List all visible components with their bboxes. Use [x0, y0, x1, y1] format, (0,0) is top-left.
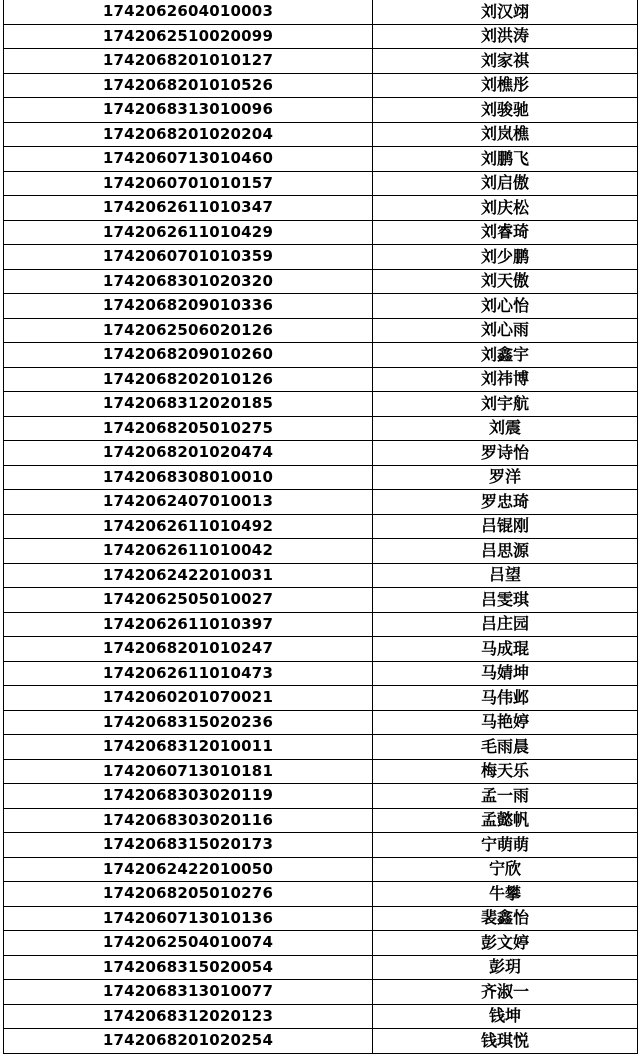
- id-cell: 1742068303020116: [4, 808, 373, 833]
- id-cell: 1742060713010136: [4, 906, 373, 931]
- table-row: [4, 294, 638, 319]
- name-cell: 吕望: [373, 563, 638, 588]
- table-row: [4, 882, 638, 907]
- name-cell: 刘岚樵: [373, 122, 638, 147]
- name-cell: 刘庆松: [373, 196, 638, 221]
- name-cell: 刘启傲: [373, 171, 638, 196]
- id-cell: 1742060701010359: [4, 245, 373, 270]
- name-cell: 彭玥: [373, 955, 638, 980]
- id-cell: 1742068201020254: [4, 1029, 373, 1054]
- table-row: [4, 343, 638, 368]
- name-cell: 吕雯琪: [373, 588, 638, 613]
- id-cell: 1742062611010347: [4, 196, 373, 221]
- id-cell: 1742068308010010: [4, 465, 373, 490]
- id-cell: 1742062505010027: [4, 588, 373, 613]
- table-row: [4, 710, 638, 735]
- name-cell: 刘睿琦: [373, 220, 638, 245]
- table-row: [4, 759, 638, 784]
- id-cell: 1742068315020054: [4, 955, 373, 980]
- id-cell: 1742060713010181: [4, 759, 373, 784]
- name-cell: 马伟邺: [373, 686, 638, 711]
- name-cell: 刘震: [373, 416, 638, 441]
- id-cell: 1742068312020123: [4, 1004, 373, 1029]
- name-cell: 马成琨: [373, 637, 638, 662]
- name-cell: 马婧坤: [373, 661, 638, 686]
- name-cell: 彭文婷: [373, 931, 638, 956]
- name-cell: 刘鑫宇: [373, 343, 638, 368]
- table-row: [4, 465, 638, 490]
- name-cell: 钱琪悦: [373, 1029, 638, 1054]
- name-cell: 刘樵彤: [373, 73, 638, 98]
- roster-table-body: [4, 0, 638, 1053]
- table-row: [4, 171, 638, 196]
- table-row: [4, 833, 638, 858]
- id-cell: 1742062506020126: [4, 318, 373, 343]
- table-row: [4, 490, 638, 515]
- id-cell: 1742068201020204: [4, 122, 373, 147]
- id-cell: 1742068315020236: [4, 710, 373, 735]
- table-row: [4, 588, 638, 613]
- id-cell: 1742062611010473: [4, 661, 373, 686]
- name-cell: 罗洋: [373, 465, 638, 490]
- table-row: [4, 49, 638, 74]
- id-cell: 1742068209010336: [4, 294, 373, 319]
- table-row: [4, 245, 638, 270]
- id-cell: 1742062611010397: [4, 612, 373, 637]
- id-cell: 1742062611010429: [4, 220, 373, 245]
- name-cell: 刘宇航: [373, 392, 638, 417]
- table-row: [4, 1004, 638, 1029]
- name-cell: 刘家祺: [373, 49, 638, 74]
- name-cell: 刘心怡: [373, 294, 638, 319]
- table-row: [4, 637, 638, 662]
- table-row: [4, 686, 638, 711]
- table-row: [4, 931, 638, 956]
- name-cell: 毛雨晨: [373, 735, 638, 760]
- table-row: [4, 318, 638, 343]
- id-cell: 1742068205010276: [4, 882, 373, 907]
- name-cell: 吕思源: [373, 539, 638, 564]
- table-row: [4, 563, 638, 588]
- id-cell: 1742060713010460: [4, 147, 373, 172]
- id-cell: 1742062422010031: [4, 563, 373, 588]
- id-cell: 1742068201020474: [4, 441, 373, 466]
- table-row: [4, 122, 638, 147]
- id-cell: 1742062504010074: [4, 931, 373, 956]
- table-row: [4, 196, 638, 221]
- name-cell: 吕庄园: [373, 612, 638, 637]
- name-cell: 梅天乐: [373, 759, 638, 784]
- table-row: [4, 514, 638, 539]
- id-cell: 1742068201010127: [4, 49, 373, 74]
- table-row: [4, 416, 638, 441]
- table-row: [4, 612, 638, 637]
- name-cell: 吕锟刚: [373, 514, 638, 539]
- id-cell: 1742060701010157: [4, 171, 373, 196]
- name-cell: 裴鑫怡: [373, 906, 638, 931]
- table-row: [4, 906, 638, 931]
- name-cell: 刘洪涛: [373, 24, 638, 49]
- table-row: [4, 269, 638, 294]
- table-row: [4, 147, 638, 172]
- id-cell: 1742068313010096: [4, 98, 373, 123]
- name-cell: 刘少鹏: [373, 245, 638, 270]
- table-row: [4, 24, 638, 49]
- table-row: [4, 661, 638, 686]
- id-cell: 1742068303020119: [4, 784, 373, 809]
- id-cell: 1742062611010492: [4, 514, 373, 539]
- table-row: [4, 0, 638, 24]
- table-row: [4, 367, 638, 392]
- table-row: [4, 955, 638, 980]
- id-cell: 1742062611010042: [4, 539, 373, 564]
- name-cell: 刘祎博: [373, 367, 638, 392]
- id-cell: 1742068205010275: [4, 416, 373, 441]
- name-cell: 罗忠琦: [373, 490, 638, 515]
- id-cell: 1742068301020320: [4, 269, 373, 294]
- table-row: [4, 441, 638, 466]
- name-cell: 宁欣: [373, 857, 638, 882]
- id-cell: 1742068201010526: [4, 73, 373, 98]
- id-cell: 1742068312010011: [4, 735, 373, 760]
- name-cell: 钱坤: [373, 1004, 638, 1029]
- id-cell: 1742068312020185: [4, 392, 373, 417]
- name-cell: 刘汉翊: [373, 0, 638, 24]
- table-row: [4, 539, 638, 564]
- id-cell: 1742068202010126: [4, 367, 373, 392]
- name-cell: 宁萌萌: [373, 833, 638, 858]
- name-cell: 马艳婷: [373, 710, 638, 735]
- table-row: [4, 857, 638, 882]
- id-cell: 1742060201070021: [4, 686, 373, 711]
- name-cell: 孟一雨: [373, 784, 638, 809]
- id-cell: 1742062604010003: [4, 0, 373, 24]
- name-cell: 齐淑一: [373, 980, 638, 1005]
- id-cell: 1742062510020099: [4, 24, 373, 49]
- table-row: [4, 735, 638, 760]
- name-cell: 牛攀: [373, 882, 638, 907]
- roster-table: [3, 0, 638, 1054]
- name-cell: 刘骏驰: [373, 98, 638, 123]
- name-cell: 罗诗怡: [373, 441, 638, 466]
- table-row: [4, 808, 638, 833]
- id-cell: 1742062407010013: [4, 490, 373, 515]
- name-cell: 刘鹏飞: [373, 147, 638, 172]
- table-row: [4, 784, 638, 809]
- name-cell: 刘心雨: [373, 318, 638, 343]
- table-row: [4, 220, 638, 245]
- table-row: [4, 73, 638, 98]
- id-cell: 1742062422010050: [4, 857, 373, 882]
- id-cell: 1742068313010077: [4, 980, 373, 1005]
- table-row: [4, 98, 638, 123]
- id-cell: 1742068201010247: [4, 637, 373, 662]
- table-row: [4, 980, 638, 1005]
- id-cell: 1742068315020173: [4, 833, 373, 858]
- name-cell: 孟懿帆: [373, 808, 638, 833]
- id-cell: 1742068209010260: [4, 343, 373, 368]
- table-row: [4, 392, 638, 417]
- name-cell: 刘天傲: [373, 269, 638, 294]
- table-row: [4, 1029, 638, 1054]
